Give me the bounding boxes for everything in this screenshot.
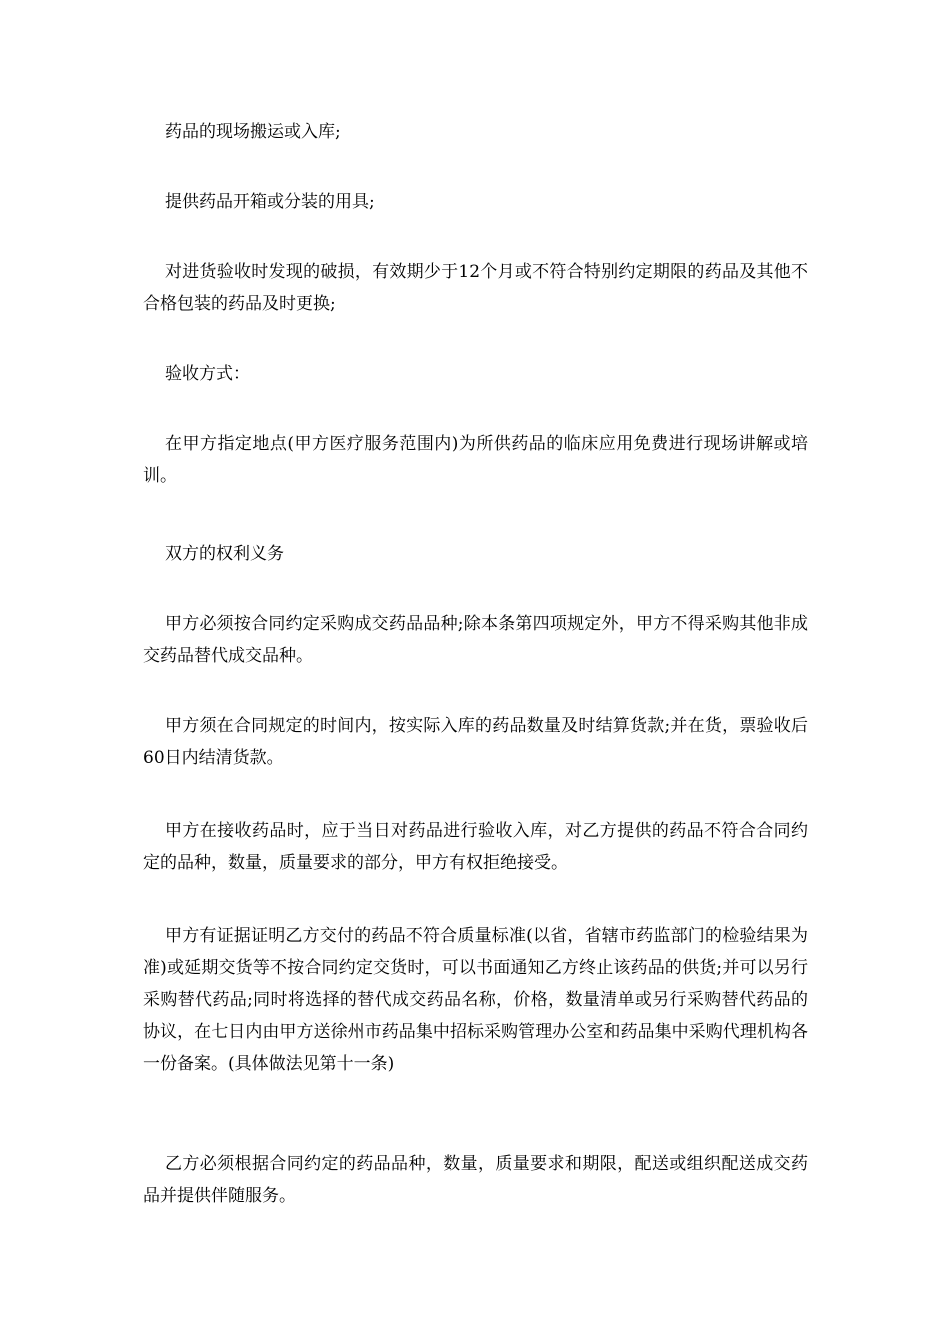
paragraph-payment-settlement: 甲方须在合同规定的时间内，按实际入库的药品数量及时结算货款;并在货，票验收后60日内结清货款。	[143, 716, 808, 768]
paragraph-unpacking-tools: 提供药品开箱或分装的用具;	[165, 192, 375, 212]
paragraph-supplier-delivery: 乙方必须根据合同约定的药品品种，数量，质量要求和期限，配送或组织配送成交药品并提供伴随服务。	[143, 1154, 808, 1206]
paragraph-acceptance-method: 验收方式：	[165, 364, 250, 384]
paragraph-onsite-handling: 药品的现场搬运或入库;	[165, 122, 341, 142]
paragraph-rights-obligations-heading: 双方的权利义务	[165, 544, 284, 564]
paragraph-receiving-inspection: 甲方在接收药品时，应于当日对药品进行验收入库，对乙方提供的药品不符合合同约定的品种，数量，质量要求的部分，甲方有权拒绝接受。	[143, 821, 808, 873]
paragraph-replacement: 对进货验收时发现的破损，有效期少于12个月或不符合特别约定期限的药品及其他不合格包装的药品及时更换;	[143, 262, 808, 314]
paragraph-quality-termination: 甲方有证据证明乙方交付的药品不符合质量标准(以省，省辖市药监部门的检验结果为准)或延期交货等不按合同约定交货时，可以书面通知乙方终止该药品的供货;并可以另行采购替代药品;同时将选择的替代成交药品名称，价格，数量清单或另行采购替代药品的协议，在七日内由甲方送徐州市药品集中招标采购管理办公室和药品集中采购代理机构各一份备案。(具体做法见第十一条)	[143, 926, 808, 1074]
paragraph-purchase-obligation: 甲方必须按合同约定采购成交药品品种;除本条第四项规定外，甲方不得采购其他非成交药品替代成交品种。	[143, 614, 808, 666]
paragraph-training: 在甲方指定地点(甲方医疗服务范围内)为所供药品的临床应用免费进行现场讲解或培训。	[143, 434, 808, 486]
